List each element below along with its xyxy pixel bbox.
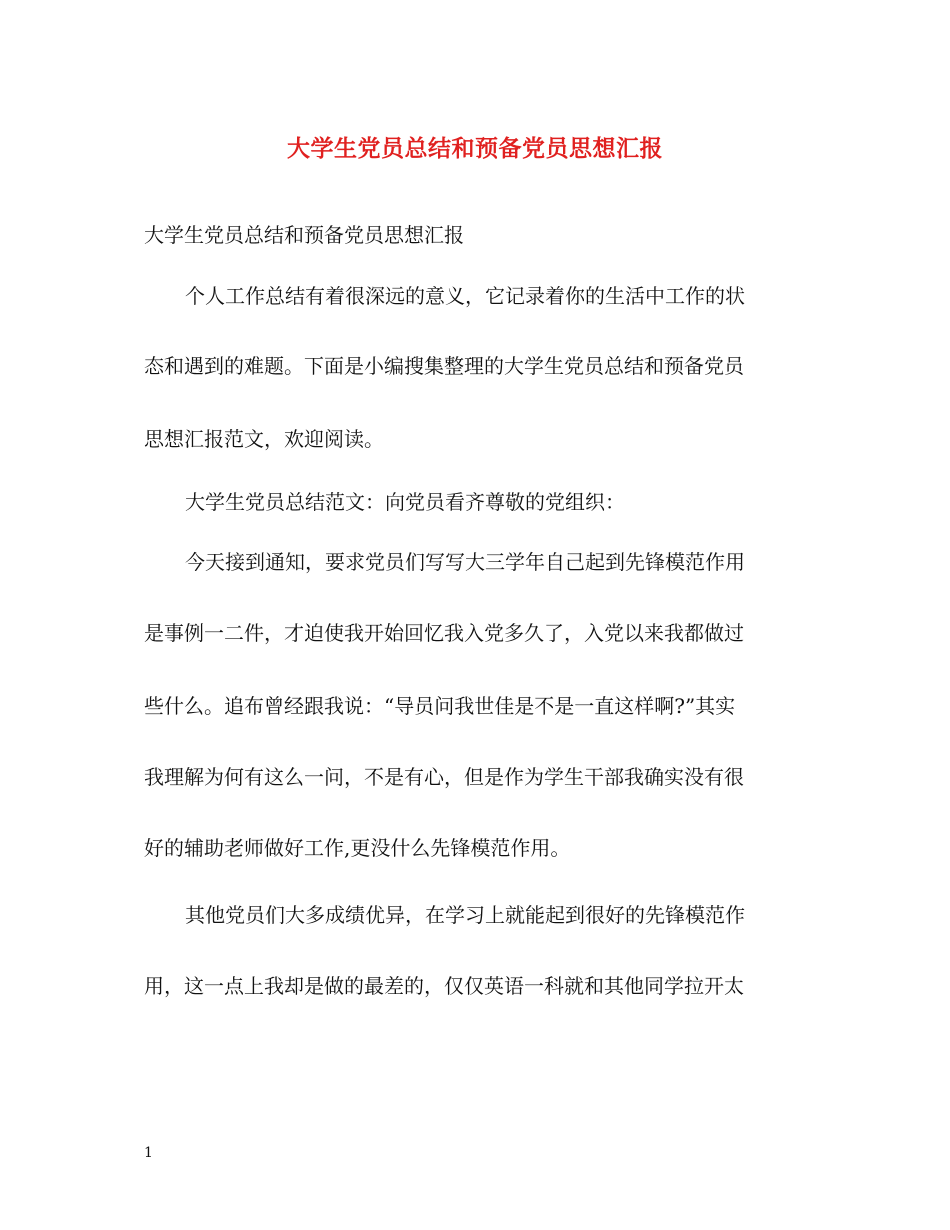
- page-number: 1: [144, 1145, 153, 1161]
- text-line: 态和遇到的难题。下面是小编搜集整理的大学生党员总结和预备党员: [144, 354, 744, 378]
- paragraph-others: [144, 898, 809, 932]
- text-line: 是事例一二件，才迫使我开始回忆我入党多久了，入党以来我都做过: [144, 621, 744, 645]
- text-line: 个人工作总结有着很深远的意义，它记录着你的生活中工作的状: [185, 284, 745, 308]
- paragraph-main-cont-3: [144, 760, 809, 794]
- text-line: 思想汇报范文，欢迎阅读。: [144, 427, 384, 451]
- text-line: 些什么。追布曾经跟我说：“导员问我世佳是不是一直这样啊?”其实: [144, 694, 736, 718]
- paragraph-main-cont-1: [144, 616, 809, 650]
- text-line: 好的辅助老师做好工作,更没什么先锋模范作用。: [144, 836, 571, 860]
- text-line: 用，这一点上我却是做的最差的，仅仅英语一科就和其他同学拉开太: [144, 974, 744, 998]
- text-line: 我理解为何有这么一问，不是有心，但是作为学生干部我确实没有很: [144, 765, 744, 789]
- document-subtitle: 大学生党员总结和预备党员思想汇报: [144, 223, 464, 247]
- paragraph-heading: [144, 485, 809, 519]
- paragraph-others-cont-1: [144, 969, 809, 1003]
- text-line: 其他党员们大多成绩优异，在学习上就能起到很好的先锋模范作: [185, 903, 745, 927]
- paragraph-main: [144, 545, 809, 579]
- text-line: 大学生党员总结范文：向党员看齐尊敬的党组织：: [185, 490, 625, 514]
- paragraph-intro-cont-1: [144, 349, 809, 383]
- paragraph-main-cont-2: [144, 689, 809, 723]
- paragraph-main-cont-4: [144, 831, 809, 865]
- text-line: 今天接到通知，要求党员们写写大三学年自己起到先锋模范作用: [185, 550, 745, 574]
- paragraph-intro: [144, 279, 809, 313]
- document-title: 大学生党员总结和预备党员思想汇报: [287, 135, 663, 162]
- paragraph-intro-cont-2: [144, 422, 809, 456]
